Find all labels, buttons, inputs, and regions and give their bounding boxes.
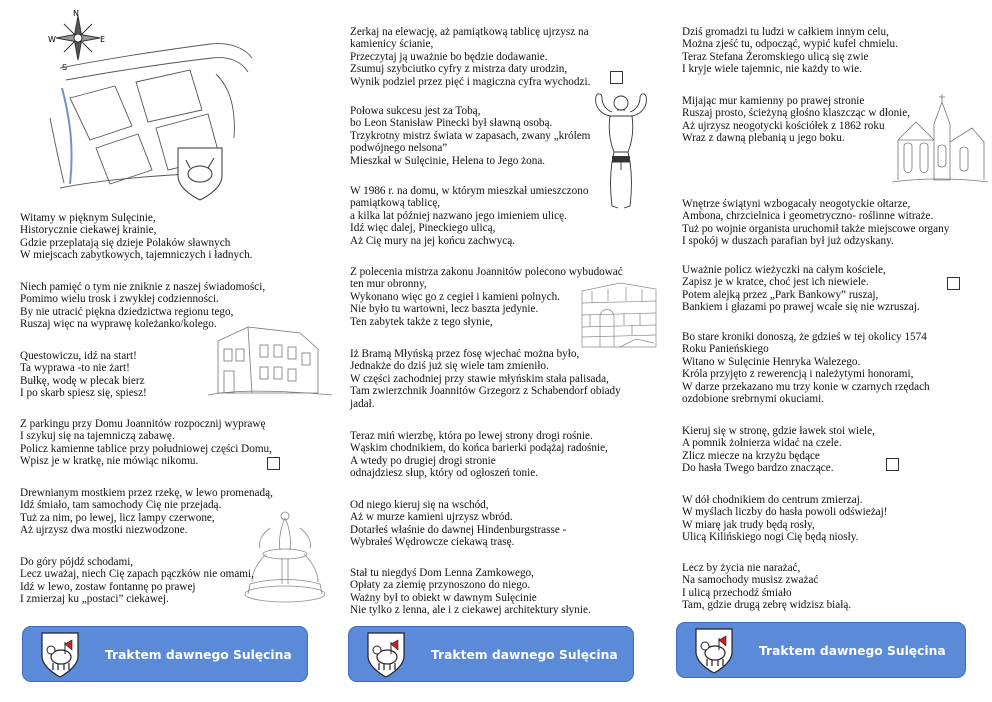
banner-title: Traktem dawnego Sulęcina xyxy=(759,644,946,658)
verse-line: W myślach liczby do hasła powoli odświeżaj! xyxy=(682,506,888,519)
verse-line: Mijając mur kamienny po prawej stronie xyxy=(682,95,865,107)
title-banner-2 xyxy=(348,626,634,682)
stanza-2-6 xyxy=(350,430,608,480)
verse-line: ozdobione srebrnymi okuciami. xyxy=(682,393,824,406)
verse-line: Potem alejką przez „Park Bankowy” ruszaj, xyxy=(682,288,879,301)
stanza-3-4 xyxy=(682,264,920,314)
verse-line: Wąskim chodnikiem, do końca barierki podążaj radośnie, xyxy=(350,442,608,455)
verse-line: Tuż za nim, po lewej, licz lampy czerwone, xyxy=(20,511,215,524)
verse-line: Dziś gromadzi tu ludzi w całkiem innym celu, xyxy=(682,26,889,38)
stanza-3-1 xyxy=(682,26,898,76)
stanza-1-5 xyxy=(20,487,273,537)
verse-line: Do góry pójdź schodami, xyxy=(20,556,134,568)
stanza-2-5 xyxy=(350,348,621,410)
verse-line: Wraz z dawną plebanią u jego boku. xyxy=(682,132,845,145)
verse-line: Witamy w pięknym Sulęcinie, xyxy=(20,212,156,224)
verse-line: Tuż po wojnie organista uruchomił także miejscowe organy xyxy=(682,222,950,235)
verse-line: Bankiem i głazami po prawej wcale się nie wzruszaj. xyxy=(682,301,920,314)
verse-line: podwójnego nelsona” xyxy=(350,142,448,155)
verse-line: Ta wyprawa -to nie żart! xyxy=(20,362,130,375)
verse-line: By nie utracić piękna dziedzictwa regionu tego, xyxy=(20,305,234,318)
answer-box-plaques[interactable] xyxy=(267,457,280,470)
verse-line: Tam, gdzie drugą zebrę widzisz białą. xyxy=(682,599,852,612)
verse-line: I ulicą przechodź śmiało xyxy=(682,586,792,599)
verse-line: Wnętrze świątyni wzbogacały neogotyckie ołtarze, xyxy=(682,198,911,210)
verse-line: a kilka lat później nazwano jego imieniem ulicę. xyxy=(350,209,567,222)
verse-line: Z parkingu przy Domu Joannitów rozpocznij wyprawę xyxy=(20,418,266,430)
verse-line: Nie tylko z lenna, ale i z ciekawej architektury słynie. xyxy=(350,604,591,617)
verse-line: Aż ujrzysz neogotycki kościółek z 1862 roku xyxy=(682,119,885,132)
verse-line: Aż Cię mury na jej końcu zachwycą. xyxy=(350,234,515,247)
verse-line: Pomimo wielu trosk i zwykłej codzienności. xyxy=(20,293,219,306)
panel-2 xyxy=(330,0,660,702)
verse-line: I zmierzaj ku „postaci” ciekawej. xyxy=(20,593,169,606)
verse-line: Dotarłeś właśnie do dawnej Hindenburgstrasse - xyxy=(350,523,567,536)
title-banner-1 xyxy=(22,626,308,682)
verse-line: pamiątkową tablicę, xyxy=(350,197,441,210)
stanza-1-6 xyxy=(20,556,254,606)
stanza-3-3 xyxy=(682,198,949,248)
verse-line: Na samochody musisz zważać xyxy=(682,574,819,587)
verse-line: Jednakże do dziś już się wiele tam zmieniło. xyxy=(350,360,549,373)
stanza-2-3 xyxy=(350,185,588,247)
verse-line: Do hasła Twego bardzo znaczące. xyxy=(682,462,834,475)
verse-line: kamienicy ścianie, xyxy=(350,38,434,51)
panel-3 xyxy=(660,0,992,702)
verse-line: W 1986 r. na domu, w którym mieszkał umieszczono xyxy=(350,185,589,197)
sulecin-crest-icon xyxy=(695,628,733,674)
title-banner-3 xyxy=(676,622,966,678)
verse-line: Teraz miń wierzbę, która po lewej strony drogi rośnie. xyxy=(350,430,593,442)
town-map-illustration xyxy=(40,8,270,208)
stanza-2-1 xyxy=(350,26,590,88)
stanza-2-8 xyxy=(350,567,591,617)
verse-line: Tam zwierzchnik Joannitów Grzegorz z Schabendorf obiady xyxy=(350,385,621,398)
stanza-2-7 xyxy=(350,499,566,549)
verse-line: W miejscach zabytkowych, tajemniczych i ładnych. xyxy=(20,249,253,262)
answer-box-swords[interactable] xyxy=(886,458,899,471)
stanza-1-4 xyxy=(20,418,272,468)
answer-box-turrets[interactable] xyxy=(947,277,960,290)
verse-line: Ruszaj prosto, ścieżyną głośno klaszcząc w dłonie, xyxy=(682,107,911,120)
verse-line: Niech pamięć o tym nie zniknie z naszej świadomości, xyxy=(20,281,266,293)
verse-line: I kryje wiele tajemnic, nie każdy to wie. xyxy=(682,63,862,76)
answer-box-magic-digit[interactable] xyxy=(610,71,623,84)
verse-line: Można zjeść tu, odpocząć, wypić kufel chmielu. xyxy=(682,38,898,51)
stanza-3-7 xyxy=(682,494,887,544)
stanza-1-1 xyxy=(20,212,252,262)
verse-line: Idź śmiało, tam samochody Cię nie przejadą. xyxy=(20,499,222,512)
verse-line: Policz kamienne tablice przy południowej części Domu, xyxy=(20,442,272,455)
verse-line: I po skarb spiesz się, spiesz! xyxy=(20,387,147,400)
verse-line: Przeczytaj ją uważnie bo będzie dodawanie. xyxy=(350,50,548,63)
panel-1 xyxy=(0,0,330,702)
verse-line: odnajdziesz słup, który od ogłoszeń tonie. xyxy=(350,467,538,480)
stanza-2-2 xyxy=(350,105,590,167)
verse-line: Ważny był to obiekt w dawnym Sulęcinie xyxy=(350,591,537,604)
verse-line: Nie było tu wartowni, lecz baszta jedynie. xyxy=(350,303,539,316)
stanza-3-5 xyxy=(682,331,930,405)
defensive-wall-illustration xyxy=(580,277,658,353)
verse-line: Wynik podziel przez pięć i magiczna cyfra wychodzi. xyxy=(350,75,591,88)
verse-line: Lecz uważaj, niech Cię zapach pączków nie omami, xyxy=(20,568,254,581)
verse-line: I spokój w duszach parafian był już odzyskany. xyxy=(682,235,894,248)
verse-line: Aż ujrzysz dwa mostki niezwodzone. xyxy=(20,524,188,537)
verse-line: Kieruj się w stronę, gdzie ławek stoi wiele, xyxy=(682,425,875,437)
banner-title: Traktem dawnego Sulęcina xyxy=(431,648,618,662)
stanza-3-2 xyxy=(682,95,910,145)
verse-line: A pomnik żołnierza widać na czele. xyxy=(682,437,842,450)
verse-line: W darze przekazano mu trzy konie w czarnych rzędach xyxy=(682,380,930,393)
verse-line: Zerkaj na elewację, aż pamiątkową tablicę ujrzysz na xyxy=(350,26,589,38)
verse-line: Witano w Sulęcinie Henryka Walezego. xyxy=(682,355,861,368)
verse-line: Gdzie przeplatają się dzieje Polaków sławnych xyxy=(20,236,231,249)
verse-line: Z polecenia mistrza zakonu Joannitów polecono wybudować xyxy=(350,266,623,278)
verse-line: A wtedy po drugiej drogi stronie xyxy=(350,454,496,467)
verse-line: Ulicą Kilińskiego nogi Cię będą niosły. xyxy=(682,531,859,544)
verse-line: Idź w lewo, zostaw fontannę po prawej xyxy=(20,580,196,593)
verse-line: I szykuj się na tajemniczą zabawę. xyxy=(20,430,175,443)
verse-line: Bułkę, wodę w plecak bierz xyxy=(20,374,145,387)
verse-line: Zlicz miecze na krzyżu będące xyxy=(682,449,820,462)
verse-line: Mieszkał w Sulęcinie, Helena to Jego żona. xyxy=(350,154,546,167)
verse-line: Wybrałeś Wędrowcze ciekawą trasę. xyxy=(350,536,515,549)
verse-line: W dół chodnikiem do centrum zmierzaj. xyxy=(682,494,863,506)
verse-line: Wykonano więc go z cegieł i kamieni polnych. xyxy=(350,290,560,303)
verse-line: Ruszaj więc na wyprawę koleżanko/kolego. xyxy=(20,318,217,331)
church-illustration xyxy=(892,92,988,188)
sulecin-crest-icon xyxy=(367,632,405,678)
compass-e-label: E xyxy=(100,35,106,44)
stanza-3-6 xyxy=(682,425,875,475)
compass-s-label: S xyxy=(62,63,68,72)
verse-line: ten mur obronny, xyxy=(350,278,427,291)
verse-line: Od niego kieruj się na wschód, xyxy=(350,499,489,511)
verse-line: Teraz Stefana Żeromskiego ulicą się zwie xyxy=(682,50,869,63)
verse-line: Bo stare kroniki donoszą, że gdzieś w tej okolicy 1574 xyxy=(682,331,927,343)
verse-line: Questowiczu, idź na start! xyxy=(20,350,137,362)
verse-line: Iż Bramą Młyńską przez fosę wjechać można było, xyxy=(350,348,580,360)
banner-title: Traktem dawnego Sulęcina xyxy=(105,648,292,662)
verse-line: Zsumuj szybciutko cyfry z mistrza daty urodzin, xyxy=(350,63,568,76)
sulecin-crest-icon xyxy=(41,632,79,678)
verse-line: W miarę jak trudy będą rosły, xyxy=(682,518,815,531)
compass-w-label: W xyxy=(48,35,56,44)
verse-line: Historycznie ciekawej krainie, xyxy=(20,224,157,237)
compass-rose-icon xyxy=(56,16,100,60)
verse-line: Wpisz je w kratkę, nie mówiąc nikomu. xyxy=(20,455,199,468)
joannite-house-illustration xyxy=(208,323,332,399)
verse-line: Trzykrotny mistrz świata w zapasach, zwany „królem xyxy=(350,129,591,142)
verse-line: Ambona, chrzcielnica i geometryczno- roślinne witraże. xyxy=(682,210,934,223)
wrestler-illustration xyxy=(588,90,654,216)
verse-line: Lecz by życia nie narażać, xyxy=(682,562,801,574)
verse-line: Roku Panieńskiego xyxy=(682,343,769,356)
verse-line: Zapisz je w kratce, choć jest ich niewiele. xyxy=(682,276,869,289)
stanza-3-8 xyxy=(682,562,851,612)
verse-line: Drewnianym mostkiem przez rzekę, w lewo promenadą, xyxy=(20,487,273,499)
verse-line: W części zachodniej przy stawie młyńskim stała palisada, xyxy=(350,372,609,385)
town-crest-icon xyxy=(178,148,222,200)
compass-n-label: N xyxy=(73,9,79,18)
stanza-1-3 xyxy=(20,350,147,400)
verse-line: Stał tu niegdyś Dom Lenna Zamkowego, xyxy=(350,567,534,579)
verse-line: Aż w murze kamieni ujrzysz wbród. xyxy=(350,511,513,524)
verse-line: Opłaty za ziemię przynoszono do niego. xyxy=(350,579,531,592)
verse-line: Ten zabytek także z tego słynie, xyxy=(350,315,493,328)
verse-line: Połowa sukcesu jest za Tobą, xyxy=(350,105,481,117)
verse-line: Idź więc dalej, Pineckiego ulicą, xyxy=(350,222,496,235)
verse-line: bo Leon Stanisław Pinecki był sławną osobą. xyxy=(350,117,553,130)
verse-line: Króla przyjęto z rewerencją i należytymi honorami, xyxy=(682,368,914,381)
verse-line: jadał. xyxy=(350,397,375,410)
verse-line: Uważnie policz wieżyczki na całym kościele, xyxy=(682,264,886,276)
